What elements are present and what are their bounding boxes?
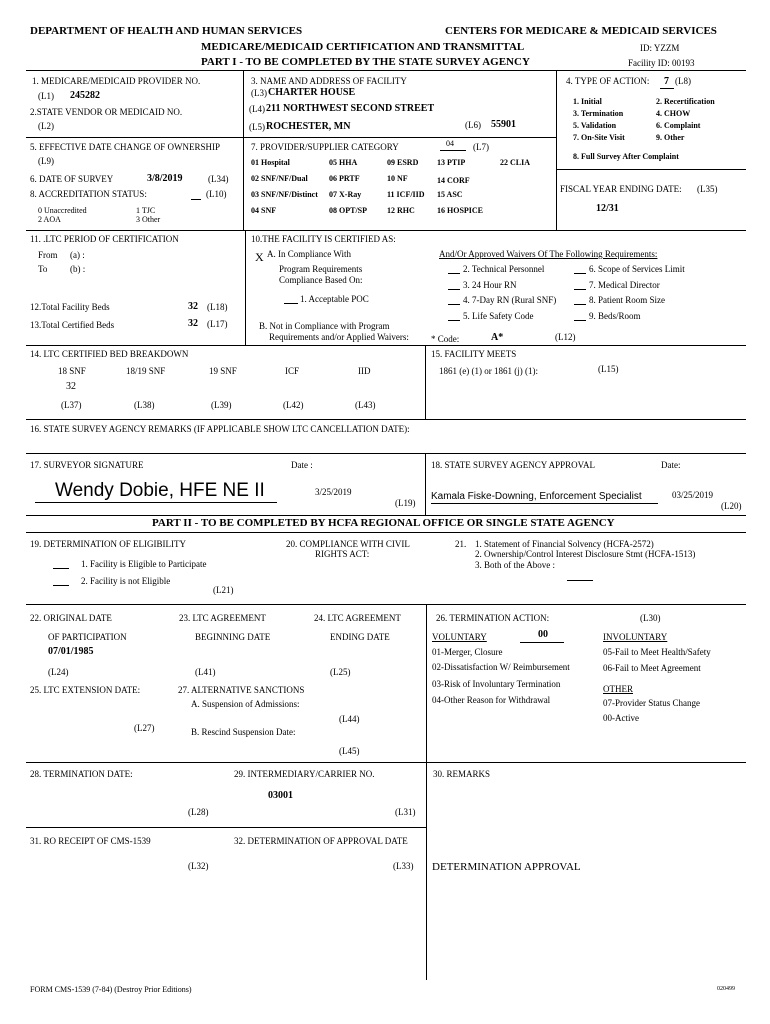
field-31-label: 31. RO RECEIPT OF CMS-1539 [30,836,151,846]
l4-code: (L4) [249,104,265,114]
underline [284,303,298,304]
waiver-item: 8. Patient Room Size [589,295,665,305]
l30-code: (L30) [640,613,661,623]
category-item: 05 HHA [329,158,358,167]
l35-code: (L35) [697,184,718,194]
voluntary-item: 04-Other Reason for Withdrawal [432,695,551,705]
l19-code: (L19) [395,498,416,508]
category-item: 04 SNF [251,206,277,215]
field-4-label: 4. TYPE OF ACTION: [566,76,650,86]
waiver-item: 3. 24 Hour RN [463,280,517,290]
underline [520,642,564,643]
field-21-item: 3. Both of the Above : [475,560,555,570]
involuntary-item: 05-Fail to Meet Health/Safety [603,647,711,657]
accreditation-option: 1 TJC [136,206,156,215]
survey-date: 3/8/2019 [147,173,183,184]
underline [574,304,586,305]
action-option: 2. Recertification [656,97,715,106]
grid-line [26,604,746,605]
surveyor-signature: Wendy Dobie, HFE NE II [55,480,265,501]
field-1-label: 1. MEDICARE/MEDICAID PROVIDER NO. [32,76,201,86]
grid-line [26,453,746,454]
from-label: From [38,250,58,260]
action-option: 7. On-Site Visit [573,133,625,142]
waiver-item: 5. Life Safety Code [463,311,534,321]
l3-code: (L3) [251,88,267,98]
bed-code: (L43) [355,400,376,410]
category-item: 10 NF [387,174,408,183]
field-20-label-line2: RIGHTS ACT: [315,549,370,559]
l2-code: (L2) [38,121,54,131]
carrier-number: 03001 [268,790,293,801]
field-15-text: 1861 (e) (1) or 1861 (j) (1): [439,366,538,376]
l25-code: (L25) [330,667,351,677]
grid-line [26,515,746,516]
underline [567,580,593,581]
bed-snf-count: 32 [66,381,76,392]
bed-header: 19 SNF [209,366,237,376]
field-7-label: 7. PROVIDER/SUPPLIER CATEGORY [251,142,399,152]
waivers-header: And/Or Approved Waivers Of The Following Requirements: [439,249,658,259]
field-17-label: 17. SURVEYOR SIGNATURE [30,460,144,470]
accreditation-option: 3 Other [136,215,161,224]
underline [440,150,466,151]
facility-name: CHARTER HOUSE [268,87,356,98]
field-28-label: 28. TERMINATION DATE: [30,769,133,779]
underline [53,585,69,586]
field-12-label: 12.Total Facility Beds [30,302,110,312]
l32-code: (L32) [188,861,209,871]
underline [35,502,277,503]
field-22-label: 22. ORIGINAL DATE [30,613,112,623]
approver-signature: Kamala Fiske-Downing, Enforcement Specialist [431,491,642,502]
field-23-label: 23. LTC AGREEMENT [179,613,266,623]
waiver-item: 7. Medical Director [589,280,660,290]
action-option: 3. Termination [573,109,624,118]
l9-code: (L9) [38,156,54,166]
l31-code: (L31) [395,807,416,817]
field-21-item: 1. Statement of Financial Solvency (HCFA-2572) [475,539,654,549]
bed-header: 18 SNF [58,366,86,376]
underline [431,503,658,504]
field-29-label: 29. INTERMEDIARY/CARRIER NO. [234,769,375,779]
from-a: (a) : [70,250,85,260]
field-32-label: 32. DETERMINATION OF APPROVAL DATE [234,836,408,846]
bed-header: 18/19 SNF [126,366,166,376]
field-18-label: 18. STATE SURVEY AGENCY APPROVAL [431,460,595,470]
field-13-label: 13.Total Certified Beds [30,320,115,330]
field-22-sub: OF PARTICIPATION [48,632,127,642]
l41-code: (L41) [195,667,216,677]
underline [448,273,460,274]
action-option: 8. Full Survey After Complaint [573,152,679,161]
action-option: 1. Initial [573,97,602,106]
field-15-label: 15. FACILITY MEETS [431,349,517,359]
option-b-line2: Requirements and/or Applied Waivers: [269,332,409,342]
form-title: MEDICARE/MEDICAID CERTIFICATION AND TRANSMITTAL [201,41,525,53]
involuntary-header: INVOLUNTARY [603,632,668,642]
part1-title: PART I - TO BE COMPLETED BY THE STATE SURVEY AGENCY [201,56,530,68]
facility-address: 211 NORTHWEST SECOND STREET [266,103,435,114]
grid-line [243,70,244,230]
surveyor-date: 3/25/2019 [315,487,352,497]
l1-code: (L1) [38,91,54,101]
grid-line [26,762,746,763]
voluntary-header: VOLUNTARY [432,632,487,642]
waiver-item: 9. Beds/Room [589,311,641,321]
waiver-item: 4. 7-Day RN (Rural SNF) [463,295,557,305]
form-number: FORM CMS-1539 (7-84) (Destroy Prior Editions) [30,985,192,994]
eligibility-option: 1. Facility is Eligible to Participate [81,559,207,569]
grid-line [26,230,746,231]
l15-code: (L15) [598,364,619,374]
option-b: B. Not in Compliance with Program [259,321,390,331]
to-b: (b) : [70,264,86,274]
underline [448,320,460,321]
underline [448,289,460,290]
action-option: 5. Validation [573,121,617,130]
code-label: * Code: [431,334,460,344]
grid-line [26,532,746,533]
option-a-line3: Compliance Based On: [279,275,363,285]
code-value: A* [491,332,504,343]
field-26-label: 26. TERMINATION ACTION: [436,613,550,623]
l10-code: (L10) [206,189,227,199]
voluntary-item: 02-Dissatisfaction W/ Reimbursement [432,662,570,672]
sanction-b: B. Rescind Suspension Date: [191,727,296,737]
field-20-label: 20. COMPLIANCE WITH CIVIL [286,539,410,549]
category-item: 03 SNF/NF/Distinct [251,190,318,199]
approval-date: 03/25/2019 [672,490,714,500]
field-27-label: 27. ALTERNATIVE SANCTIONS [178,685,305,695]
l27-code: (L27) [134,723,155,733]
field-25-label: 25. LTC EXTENSION DATE: [30,685,141,695]
l45-code: (L45) [339,746,360,756]
grid-line [425,345,426,419]
l20-code: (L20) [721,501,742,511]
category-item: 08 OPT/SP [329,206,368,215]
category-item: 07 X-Ray [329,190,362,199]
field-5-label: 5. EFFECTIVE DATE CHANGE OF OWNERSHIP [30,142,221,152]
l34-code: (L34) [208,174,229,184]
category-value: 04 [446,139,454,148]
l17-code: (L17) [207,319,228,329]
grid-line [26,70,746,71]
bed-code: (L39) [211,400,232,410]
l12-code: (L12) [555,332,576,342]
underline [574,273,586,274]
action-option: 6. Complaint [656,121,701,130]
facility-zip: 55901 [491,119,516,130]
facility-id: Facility ID: 00193 [628,58,695,68]
action-option: 4. CHOW [656,109,691,118]
field-16-label: 16. STATE SURVEY AGENCY REMARKS (IF APPLICABLE SHOW LTC CANCELLATION DATE): [30,424,410,434]
category-item: 09 ESRD [387,158,419,167]
fiscal-year-end: 12/31 [596,203,619,214]
category-item: 12 RHC [387,206,415,215]
category-item: 11 ICF/IID [387,190,425,199]
involuntary-item: 06-Fail to Meet Agreement [603,663,701,673]
sanction-a: A. Suspension of Admissions: [191,699,300,709]
termination-value: 00 [538,629,548,640]
l6-code: (L6) [465,120,481,130]
grid-line [26,827,426,828]
fiscal-label: FISCAL YEAR ENDING DATE: [560,184,682,194]
voluntary-item: 03-Risk of Involuntary Termination [432,679,561,689]
option-a: A. In Compliance With [267,249,351,259]
category-item: 15 ASC [437,190,463,199]
l5-code: (L5) [249,122,265,132]
underline [574,289,586,290]
field-24-label: 24. LTC AGREEMENT [314,613,401,623]
date-label: Date : [291,460,313,470]
underline [53,568,69,569]
field-21-item: 2. Ownership/Control Interest Disclosure Stmt (HCFA-1513) [475,549,696,559]
facility-city: ROCHESTER, MN [266,121,351,132]
grid-line [425,453,426,515]
field-8-label: 8. ACCREDITATION STATUS: [30,189,147,199]
grid-line [556,70,557,230]
grid-line [26,345,746,346]
field-11-label: 11. .LTC PERIOD OF CERTIFICATION [30,234,179,244]
underline [660,88,674,89]
other-header: OTHER [603,684,633,694]
option-a-line2: Program Requirements [279,264,363,274]
bed-header: ICF [285,366,300,376]
accreditation-option: 2 AOA [38,215,61,224]
underline [191,199,201,200]
category-item: 01 Hospital [251,158,290,167]
field-23-sub: BEGINNING DATE [195,632,271,642]
action-option: 9. Other [656,133,685,142]
category-item: 02 SNF/NF/Dual [251,174,308,183]
date-label: Date: [661,460,681,470]
total-certified-beds: 32 [188,318,198,329]
other-item: 00-Active [603,713,639,723]
grid-line [556,169,746,170]
l44-code: (L44) [339,714,360,724]
l21-code: (L21) [213,585,234,595]
total-facility-beds: 32 [188,301,198,312]
original-date: 07/01/1985 [48,646,94,657]
agency-title: CENTERS FOR MEDICARE & MEDICAID SERVICES [445,25,717,37]
bed-code: (L42) [283,400,304,410]
bed-code: (L38) [134,400,155,410]
grid-line [26,419,746,420]
underline [574,320,586,321]
eligibility-option: 2. Facility is not Eligible [81,576,171,586]
l8-code: (L8) [675,76,691,86]
option-acceptable-poc: 1. Acceptable POC [300,294,369,304]
part2-title: PART II - TO BE COMPLETED BY HCFA REGIONAL OFFICE OR SINGLE STATE AGENCY [152,517,615,529]
department-title: DEPARTMENT OF HEALTH AND HUMAN SERVICES [30,25,303,37]
grid-line [426,604,427,980]
form-code: 020499 [717,986,735,992]
to-label: To [38,264,48,274]
grid-line [245,230,246,345]
field-24-sub: ENDING DATE [330,632,390,642]
l28-code: (L28) [188,807,209,817]
field-30-label: 30. REMARKS [433,769,491,779]
provider-number: 245282 [70,90,100,101]
underline [448,304,460,305]
waiver-item: 6. Scope of Services Limit [589,264,685,274]
bed-header: IID [358,366,371,376]
compliance-checkmark: X [255,250,264,264]
category-item: 14 CORF [437,176,470,185]
bed-code: (L37) [61,400,82,410]
category-item: 06 PRTF [329,174,360,183]
field-21-label: 21. [455,539,467,549]
accreditation-option: 0 Unaccredited [38,206,87,215]
grid-line [26,137,556,138]
l18-code: (L18) [207,302,228,312]
other-item: 07-Provider Status Change [603,698,700,708]
form-id: ID: YZZM [640,43,680,53]
l24-code: (L24) [48,667,69,677]
category-item: 16 HOSPICE [437,206,484,215]
waiver-item: 2. Technical Personnel [463,264,545,274]
l33-code: (L33) [393,861,414,871]
category-item: 22 CLIA [500,158,531,167]
field-3-label: 3. NAME AND ADDRESS OF FACILITY [251,76,407,86]
field-10-label: 10.THE FACILITY IS CERTIFIED AS: [251,234,396,244]
field-6-label: 6. DATE OF SURVEY [30,174,114,184]
field-14-label: 14. LTC CERTIFIED BED BREAKDOWN [30,349,189,359]
l7-code: (L7) [473,142,489,152]
field-19-label: 19. DETERMINATION OF ELIGIBILITY [30,539,186,549]
action-type-value: 7 [664,76,669,87]
field-2-label: 2.STATE VENDOR OR MEDICAID NO. [30,107,183,117]
category-item: 13 PTIP [437,158,466,167]
determination-approval: DETERMINATION APPROVAL [432,861,581,873]
voluntary-item: 01-Merger, Closure [432,647,503,657]
